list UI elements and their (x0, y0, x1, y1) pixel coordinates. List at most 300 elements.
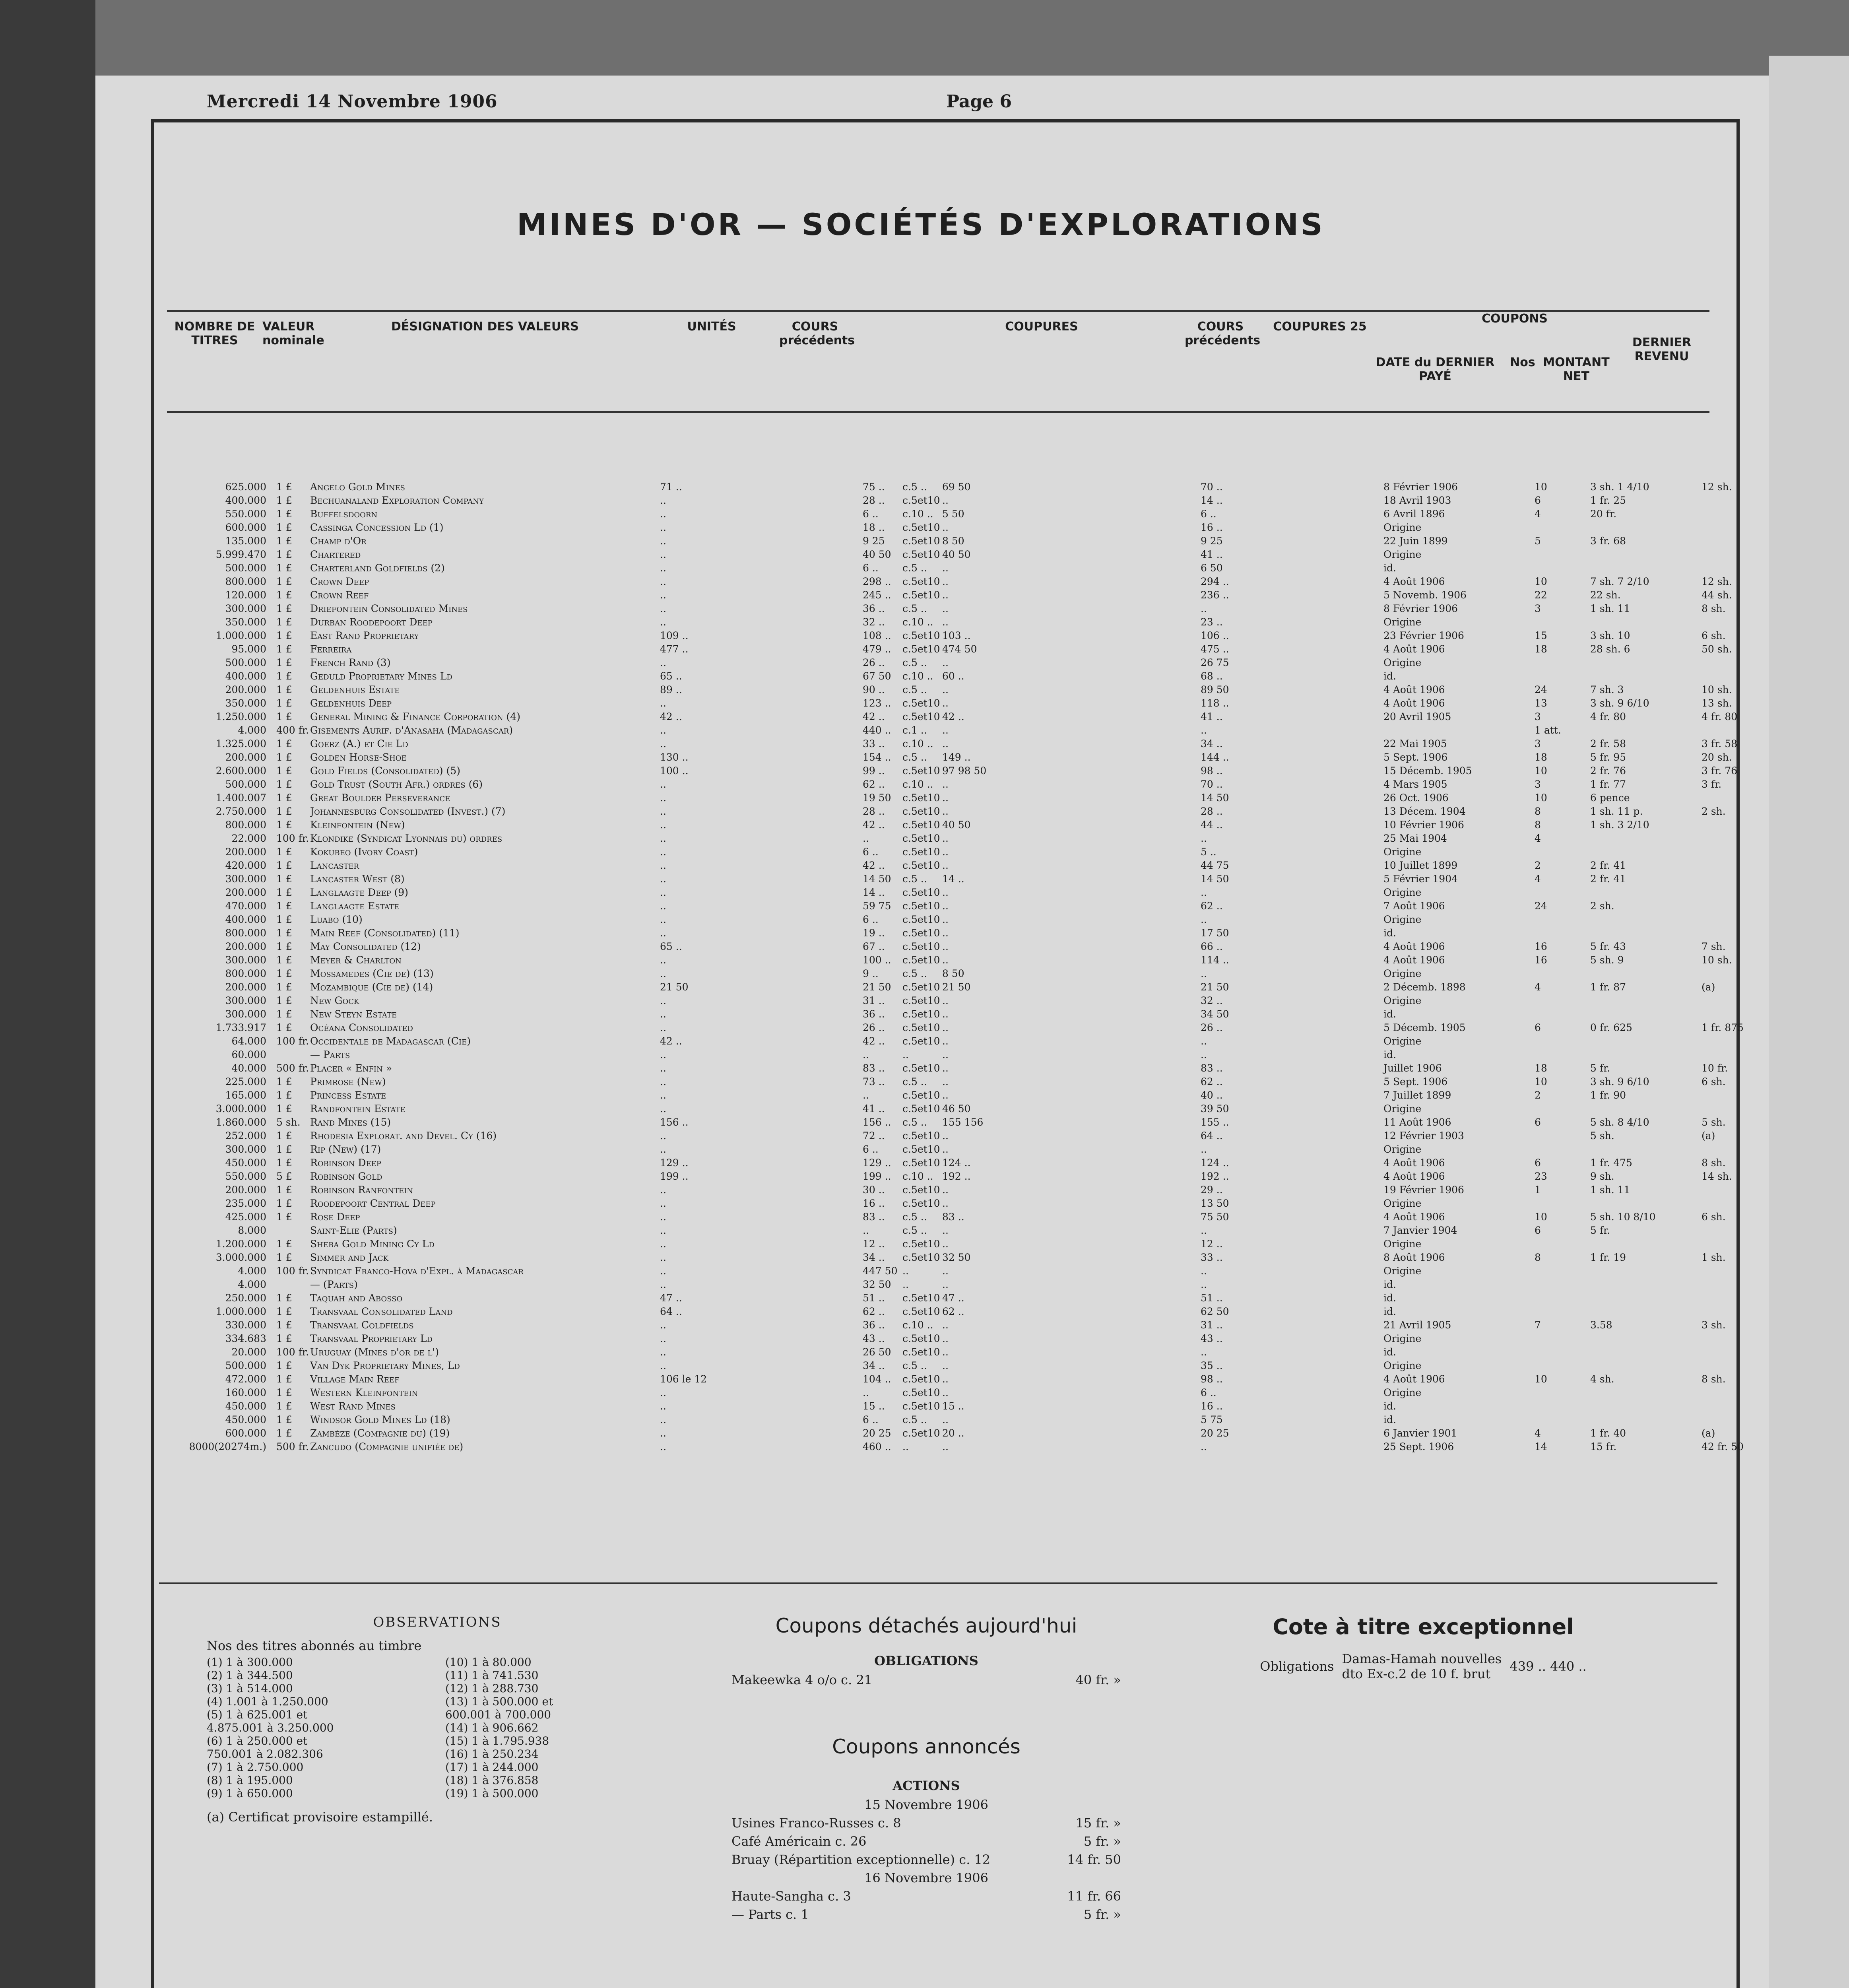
table-row (167, 1062, 1728, 1074)
row-valeur: 1 £ (276, 562, 292, 574)
row-cours: 18 .. (863, 522, 885, 533)
row-cours-prec: 33 .. (1201, 1252, 1223, 1263)
row-coupure: c.5et10 (902, 1089, 940, 1101)
row-valeur: 1 £ (276, 846, 292, 858)
table-row (167, 1252, 1726, 1264)
row-coupure: c.5et10 (902, 1387, 940, 1398)
row-cours: 19 50 (863, 792, 891, 804)
row-cours-prec: 124 .. (1201, 1157, 1229, 1169)
row-cours: 26 .. (863, 1022, 885, 1033)
row-unites: .. (660, 1414, 666, 1425)
row-valeur: 1 £ (276, 1387, 292, 1398)
row-dernier: 6 sh. (1702, 630, 1726, 641)
page-header (151, 72, 1741, 115)
row-designation: Robinson Gold (310, 1171, 382, 1182)
table-row (167, 765, 1738, 777)
row-date: 22 Juin 1899 (1383, 535, 1448, 547)
observation-item: (19) 1 à 500.000 (445, 1787, 539, 1800)
row-coupure: .. (902, 1441, 909, 1452)
row-nombre: 800.000 (225, 819, 266, 831)
row-coupure: c.5et10 (902, 1292, 940, 1304)
row-coupure-val: .. (942, 1265, 949, 1277)
row-valeur: 1 £ (276, 711, 292, 722)
row-coupure-val: .. (942, 1049, 949, 1060)
row-designation: Robinson Ranfontein (310, 1184, 413, 1196)
row-designation: Océana Consolidated (310, 1022, 413, 1033)
row-cours: 51 .. (863, 1292, 885, 1304)
row-date: id. (1383, 1306, 1396, 1317)
table-row (167, 981, 1715, 993)
row-designation: Zambèze (Compagnie du) (19) (310, 1427, 450, 1439)
row-coupure: c.10 .. (902, 1319, 933, 1331)
row-montant: 3 sh. 9 6/10 (1590, 697, 1649, 709)
row-montant: 5 fr. (1590, 1225, 1610, 1236)
row-cours: 19 .. (863, 927, 885, 939)
row-unites: 71 .. (660, 481, 682, 493)
row-coupure-val: .. (942, 1346, 949, 1358)
row-unites: .. (660, 1427, 666, 1439)
row-unites: .. (660, 846, 666, 858)
row-valeur: 1 £ (276, 1022, 292, 1033)
row-designation: Crown Deep (310, 576, 369, 587)
row-designation: Rose Deep (310, 1211, 360, 1223)
row-coupure-val: .. (942, 1198, 949, 1209)
row-coupure: c.5et10 (902, 495, 940, 506)
row-cours: 42 .. (863, 711, 885, 722)
coupon-value: 15 fr. » (1075, 1815, 1121, 1831)
table-row (167, 576, 1732, 588)
col-cours-precedents: COURS précédents (779, 320, 855, 348)
row-cours-prec: 29 .. (1201, 1184, 1223, 1196)
row-nombre: 800.000 (225, 968, 266, 979)
row-cours-prec: 28 .. (1201, 806, 1223, 817)
cote-title: Cote à titre exceptionnel (1273, 1614, 1574, 1639)
row-no: 6 (1535, 1116, 1541, 1128)
row-cours: 123 .. (863, 697, 891, 709)
row-cours: .. (863, 1049, 869, 1060)
row-montant: 1 sh. 11 p. (1590, 806, 1643, 817)
row-designation: Rip (New) (17) (310, 1143, 381, 1155)
row-coupure-val: .. (942, 684, 949, 695)
row-coupure: c.5et10 (902, 630, 940, 641)
row-date: Origine (1383, 1333, 1422, 1344)
row-dernier: 44 sh. (1702, 589, 1732, 601)
table-row (167, 738, 1738, 750)
row-nombre: 300.000 (225, 954, 266, 966)
row-designation: Meyer & Charlton (310, 954, 402, 966)
row-nombre: 1.733.917 (215, 1022, 266, 1033)
row-cours-prec: .. (1201, 1279, 1207, 1290)
row-coupure: c.5 .. (902, 873, 927, 885)
row-montant: 0 fr. 625 (1590, 1022, 1632, 1033)
row-designation: Western Kleinfontein (310, 1387, 418, 1398)
row-valeur: 1 £ (276, 1319, 292, 1331)
row-valeur: 1 £ (276, 508, 292, 520)
row-unites: .. (660, 914, 666, 925)
row-coupure: c.10 .. (902, 616, 933, 628)
row-cours-prec: 118 .. (1201, 697, 1229, 709)
page-title: MINES D'OR — SOCIÉTÉS D'EXPLORATIONS (517, 207, 1325, 242)
row-dernier: 8 sh. (1702, 1157, 1726, 1169)
row-coupure-val: 46 50 (942, 1103, 971, 1114)
row-coupure: c.5et10 (902, 1252, 940, 1263)
row-nombre: 425.000 (225, 1211, 266, 1223)
row-cours: 9 .. (863, 968, 879, 979)
row-cours: 34 .. (863, 1252, 885, 1263)
row-montant: 5 fr. 95 (1590, 751, 1626, 763)
row-cours-prec: .. (1201, 914, 1207, 925)
row-coupure-val: .. (942, 792, 949, 804)
row-unites: .. (660, 1022, 666, 1033)
row-designation: Champ d'Or (310, 535, 367, 547)
row-cours-prec: 68 .. (1201, 670, 1223, 682)
row-cours-prec: 34 50 (1201, 1008, 1229, 1020)
header-page: Page 6 (946, 91, 1012, 112)
row-nombre: 400.000 (225, 914, 266, 925)
table-row (167, 1346, 1709, 1358)
row-nombre: 8.000 (238, 1225, 266, 1236)
row-cours: 6 .. (863, 562, 879, 574)
table-row (167, 616, 1709, 628)
row-unites: .. (660, 1238, 666, 1250)
table-row (167, 873, 1709, 885)
row-coupure: c.5et10 (902, 1184, 940, 1196)
row-unites: 130 .. (660, 751, 689, 763)
row-nombre: 200.000 (225, 751, 266, 763)
row-cours-prec: 5 75 (1201, 1414, 1223, 1425)
row-date: 25 Sept. 1906 (1383, 1441, 1454, 1452)
row-nombre: 200.000 (225, 887, 266, 898)
row-valeur: 1 £ (276, 643, 292, 655)
table-row (167, 1049, 1709, 1061)
row-date: 20 Avril 1905 (1383, 711, 1451, 722)
observation-item: (13) 1 à 500.000 et (445, 1695, 553, 1708)
row-nombre: 300.000 (225, 1143, 266, 1155)
row-date: 25 Mai 1904 (1383, 833, 1447, 844)
row-coupure: c.5 .. (902, 1360, 927, 1371)
row-designation: West Rand Mines (310, 1400, 396, 1412)
row-no: 8 (1535, 819, 1541, 831)
row-cours-prec: .. (1201, 724, 1207, 736)
row-cours-prec: .. (1201, 968, 1207, 979)
row-valeur: 1 £ (276, 900, 292, 912)
row-unites: 129 .. (660, 1157, 689, 1169)
row-coupure: c.5et10 (902, 1346, 940, 1358)
table-row (167, 900, 1709, 912)
row-coupure: c.5 .. (902, 603, 927, 614)
row-cours-prec: .. (1201, 1225, 1207, 1236)
row-dernier: 10 sh. (1702, 954, 1732, 966)
row-cours-prec: 66 .. (1201, 941, 1223, 952)
row-nombre: 235.000 (225, 1198, 266, 1209)
observation-item: (15) 1 à 1.795.938 (445, 1734, 549, 1747)
row-valeur: 1 £ (276, 481, 292, 493)
table-row (167, 535, 1709, 547)
row-cours: 156 .. (863, 1116, 891, 1128)
row-designation: Durban Roodepoort Deep (310, 616, 433, 628)
row-coupure-val: 60 .. (942, 670, 964, 682)
row-unites: .. (660, 1211, 666, 1223)
row-cours-prec: 44 75 (1201, 860, 1229, 871)
row-coupure-val: .. (942, 846, 949, 858)
row-valeur: 1 £ (276, 860, 292, 871)
row-no: 6 (1535, 1022, 1541, 1033)
table-row (167, 657, 1709, 669)
row-no: 10 (1535, 1373, 1547, 1385)
row-dernier: 3 fr. 58 (1702, 738, 1738, 749)
row-valeur: 1 £ (276, 968, 292, 979)
row-nombre: 250.000 (225, 1292, 266, 1304)
row-coupure: c.5 .. (902, 1414, 927, 1425)
row-valeur: 1 £ (276, 522, 292, 533)
row-nombre: 600.000 (225, 522, 266, 533)
row-coupure: c.5et10 (902, 643, 940, 655)
row-coupure: c.5 .. (902, 481, 927, 493)
row-montant: 1 sh. 3 2/10 (1590, 819, 1649, 831)
row-cours-prec: 114 .. (1201, 954, 1229, 966)
col-coupures-25: COUPURES 25 (1273, 320, 1367, 334)
row-coupure: c.5et10 (902, 1062, 940, 1074)
table-row (167, 481, 1732, 493)
row-cours: 479 .. (863, 643, 891, 655)
row-cours: 21 50 (863, 981, 891, 993)
observation-item: 600.001 à 700.000 (445, 1708, 551, 1721)
row-cours-prec: 23 .. (1201, 616, 1223, 628)
row-nombre: 5.999.470 (215, 549, 266, 560)
row-coupure-val: 124 .. (942, 1157, 971, 1169)
row-coupure: c.5et10 (902, 792, 940, 804)
row-no: 5 (1535, 535, 1541, 547)
row-cours-prec: 70 .. (1201, 481, 1223, 493)
row-cours-prec: 70 .. (1201, 779, 1223, 790)
row-dernier: (a) (1702, 981, 1715, 993)
row-designation: May Consolidated (12) (310, 941, 421, 952)
row-no: 10 (1535, 1076, 1547, 1087)
row-coupure: c.5et10 (902, 846, 940, 858)
row-cours-prec: 155 .. (1201, 1116, 1229, 1128)
row-valeur: 1 £ (276, 1130, 292, 1142)
row-dernier: 10 fr. (1702, 1062, 1728, 1074)
row-designation: Geldenhuis Deep (310, 697, 392, 709)
cote-desc (1342, 1651, 1502, 1681)
col-dernier-revenu: DERNIER REVENU (1632, 336, 1692, 363)
observations-title: OBSERVATIONS (373, 1614, 502, 1630)
row-montant: 3 sh. 9 6/10 (1590, 1076, 1649, 1087)
row-cours: 245 .. (863, 589, 891, 601)
row-coupure-val: .. (942, 806, 949, 817)
row-designation: French Rand (3) (310, 657, 391, 668)
row-cours: 32 .. (863, 616, 885, 628)
row-no: 24 (1535, 684, 1547, 695)
row-cours: 28 .. (863, 495, 885, 506)
row-unites: .. (660, 562, 666, 574)
row-cours: 73 .. (863, 1076, 885, 1087)
row-nombre: 334.683 (225, 1333, 266, 1344)
row-cours-prec: .. (1201, 1265, 1207, 1277)
row-designation: Klondike (Syndicat Lyonnais du) ordres (310, 833, 503, 844)
row-unites: .. (660, 819, 666, 831)
row-no: 1 att. (1535, 724, 1561, 736)
table-row (167, 1319, 1726, 1331)
row-coupure-val: .. (942, 589, 949, 601)
row-unites: 100 .. (660, 765, 689, 777)
row-date: 10 Juillet 1899 (1383, 860, 1458, 871)
row-coupure-val: 69 50 (942, 481, 971, 493)
row-nombre: 1.250.000 (215, 711, 266, 722)
row-montant: 1 sh. 11 (1590, 603, 1630, 614)
observation-item: (7) 1 à 2.750.000 (207, 1761, 304, 1774)
table-row (167, 1400, 1709, 1412)
row-no: 3 (1535, 603, 1541, 614)
row-coupure-val: 15 .. (942, 1400, 964, 1412)
row-no: 4 (1535, 833, 1541, 844)
row-date: Origine (1383, 1265, 1422, 1277)
row-coupure: c.5 .. (902, 1211, 927, 1223)
row-cours-prec: 83 .. (1201, 1062, 1223, 1074)
row-cours: 104 .. (863, 1373, 891, 1385)
row-designation: — (Parts) (310, 1279, 358, 1290)
row-designation: Zancudo (Compagnie unifiée de) (310, 1441, 464, 1452)
row-coupure: c.5 .. (902, 562, 927, 574)
row-valeur: 1 £ (276, 549, 292, 560)
row-valeur: 1 £ (276, 1414, 292, 1425)
row-coupure-val: .. (942, 1062, 949, 1074)
table-row (167, 1171, 1732, 1182)
row-coupure-val: .. (942, 1225, 949, 1236)
row-date: 13 Décem. 1904 (1383, 806, 1466, 817)
row-coupure: c.10 .. (902, 1171, 933, 1182)
row-coupure-val: .. (942, 941, 949, 952)
row-designation: Windsor Gold Mines Ld (18) (310, 1414, 450, 1425)
row-coupure: c.10 .. (902, 670, 933, 682)
row-dernier: 42 fr. 50 (1702, 1441, 1744, 1452)
row-unites: .. (660, 1441, 666, 1452)
row-dernier: 2 sh. (1702, 806, 1726, 817)
row-dernier: 10 sh. (1702, 684, 1732, 695)
coupon-value: 14 fr. 50 (1067, 1852, 1121, 1867)
row-date: id. (1383, 1400, 1396, 1412)
row-valeur: 1 £ (276, 751, 292, 763)
row-unites: 109 .. (660, 630, 689, 641)
row-cours-prec: 236 .. (1201, 589, 1229, 601)
row-unites: .. (660, 1387, 666, 1398)
row-unites: .. (660, 1252, 666, 1263)
row-montant: 5 sh. 8 4/10 (1590, 1116, 1649, 1128)
row-cours-prec: 41 .. (1201, 549, 1223, 560)
table-row (167, 508, 1709, 520)
row-cours: 43 .. (863, 1333, 885, 1344)
row-coupure-val: .. (942, 887, 949, 898)
row-date: id. (1383, 927, 1396, 939)
row-date: Origine (1383, 522, 1422, 533)
row-valeur: 1 £ (276, 589, 292, 601)
coupons-annonces-list2 (708, 1889, 1145, 1922)
row-coupure-val: .. (942, 1022, 949, 1033)
row-no: 10 (1535, 792, 1547, 804)
row-montant: 6 pence (1590, 792, 1630, 804)
row-coupure-val: .. (942, 603, 949, 614)
row-coupure: c.5et10 (902, 711, 940, 722)
row-valeur: 1 £ (276, 792, 292, 804)
row-designation: Syndicat Franco-Hova d'Expl. à Madagascar (310, 1265, 524, 1277)
row-coupure: c.5et10 (902, 1143, 940, 1155)
row-nombre: 4.000 (238, 724, 266, 736)
cote-values: 439 .. 440 .. (1509, 1659, 1587, 1674)
row-date: Origine (1383, 657, 1422, 668)
row-no: 3 (1535, 779, 1541, 790)
row-designation: Kokubeo (Ivory Coast) (310, 846, 418, 858)
row-valeur: 1 £ (276, 765, 292, 777)
row-cours-prec: 12 .. (1201, 1238, 1223, 1250)
row-valeur: 500 fr. (276, 1062, 309, 1074)
row-nombre: 160.000 (225, 1387, 266, 1398)
row-montant: 2 fr. 76 (1590, 765, 1626, 777)
row-nombre: 500.000 (225, 779, 266, 790)
row-montant: 4 sh. (1590, 1373, 1614, 1385)
row-nombre: 4.000 (238, 1265, 266, 1277)
row-cours-prec: 64 .. (1201, 1130, 1223, 1142)
row-date: 5 Sept. 1906 (1383, 751, 1448, 763)
row-no: 18 (1535, 751, 1547, 763)
row-no: 3 (1535, 738, 1541, 749)
row-coupure-val: .. (942, 738, 949, 749)
row-no: 2 (1535, 860, 1541, 871)
row-montant: 7 sh. 3 (1590, 684, 1624, 695)
row-unites: .. (660, 535, 666, 547)
row-date: Origine (1383, 846, 1422, 858)
observations-list (207, 1656, 668, 1800)
row-coupure-val: 8 50 (942, 535, 964, 547)
row-date: id. (1383, 1049, 1396, 1060)
row-cours: 75 .. (863, 481, 885, 493)
observation-item: 750.001 à 2.082.306 (207, 1747, 323, 1761)
row-nombre: 1.000.000 (215, 630, 266, 641)
row-valeur: 1 £ (276, 927, 292, 939)
row-coupure: c.10 .. (902, 508, 933, 520)
row-coupure: c.5et10 (902, 887, 940, 898)
row-date: Origine (1383, 995, 1422, 1006)
col-cours-precedents-2: COURS précédents (1185, 320, 1261, 348)
coupons-annonces-list1 (708, 1815, 1145, 1867)
col-coupures: COUPURES (1005, 320, 1078, 334)
table-row (167, 1387, 1709, 1399)
row-coupure: c.5et10 (902, 927, 940, 939)
row-nombre: 500.000 (225, 1360, 266, 1371)
row-cours-prec: 475 .. (1201, 643, 1229, 655)
row-designation: General Mining & Finance Corporation (4) (310, 711, 520, 722)
row-designation: Langlaagte Deep (9) (310, 887, 408, 898)
row-nombre: 200.000 (225, 684, 266, 695)
row-date: 4 Août 1906 (1383, 697, 1445, 709)
row-cours: 100 .. (863, 954, 891, 966)
row-nombre: 2.750.000 (215, 806, 266, 817)
row-dernier: 8 sh. (1702, 1373, 1726, 1385)
observations-note: (a) Certificat provisoire estampillé. (207, 1809, 433, 1825)
table-row (167, 1265, 1709, 1277)
table-row (167, 1116, 1726, 1128)
row-date: id. (1383, 1346, 1396, 1358)
row-coupure-val: .. (942, 697, 949, 709)
table-row (167, 1414, 1709, 1426)
row-cours: 83 .. (863, 1062, 885, 1074)
coupons-detaches-title: Coupons détachés aujourd'hui (775, 1614, 1077, 1637)
observation-item: (3) 1 à 514.000 (207, 1682, 293, 1695)
row-nombre: 200.000 (225, 981, 266, 993)
row-cours-prec: 144 .. (1201, 751, 1229, 763)
row-cours: 72 .. (863, 1130, 885, 1142)
row-dernier: 12 sh. (1702, 576, 1732, 587)
row-montant: 1 fr. 77 (1590, 779, 1626, 790)
